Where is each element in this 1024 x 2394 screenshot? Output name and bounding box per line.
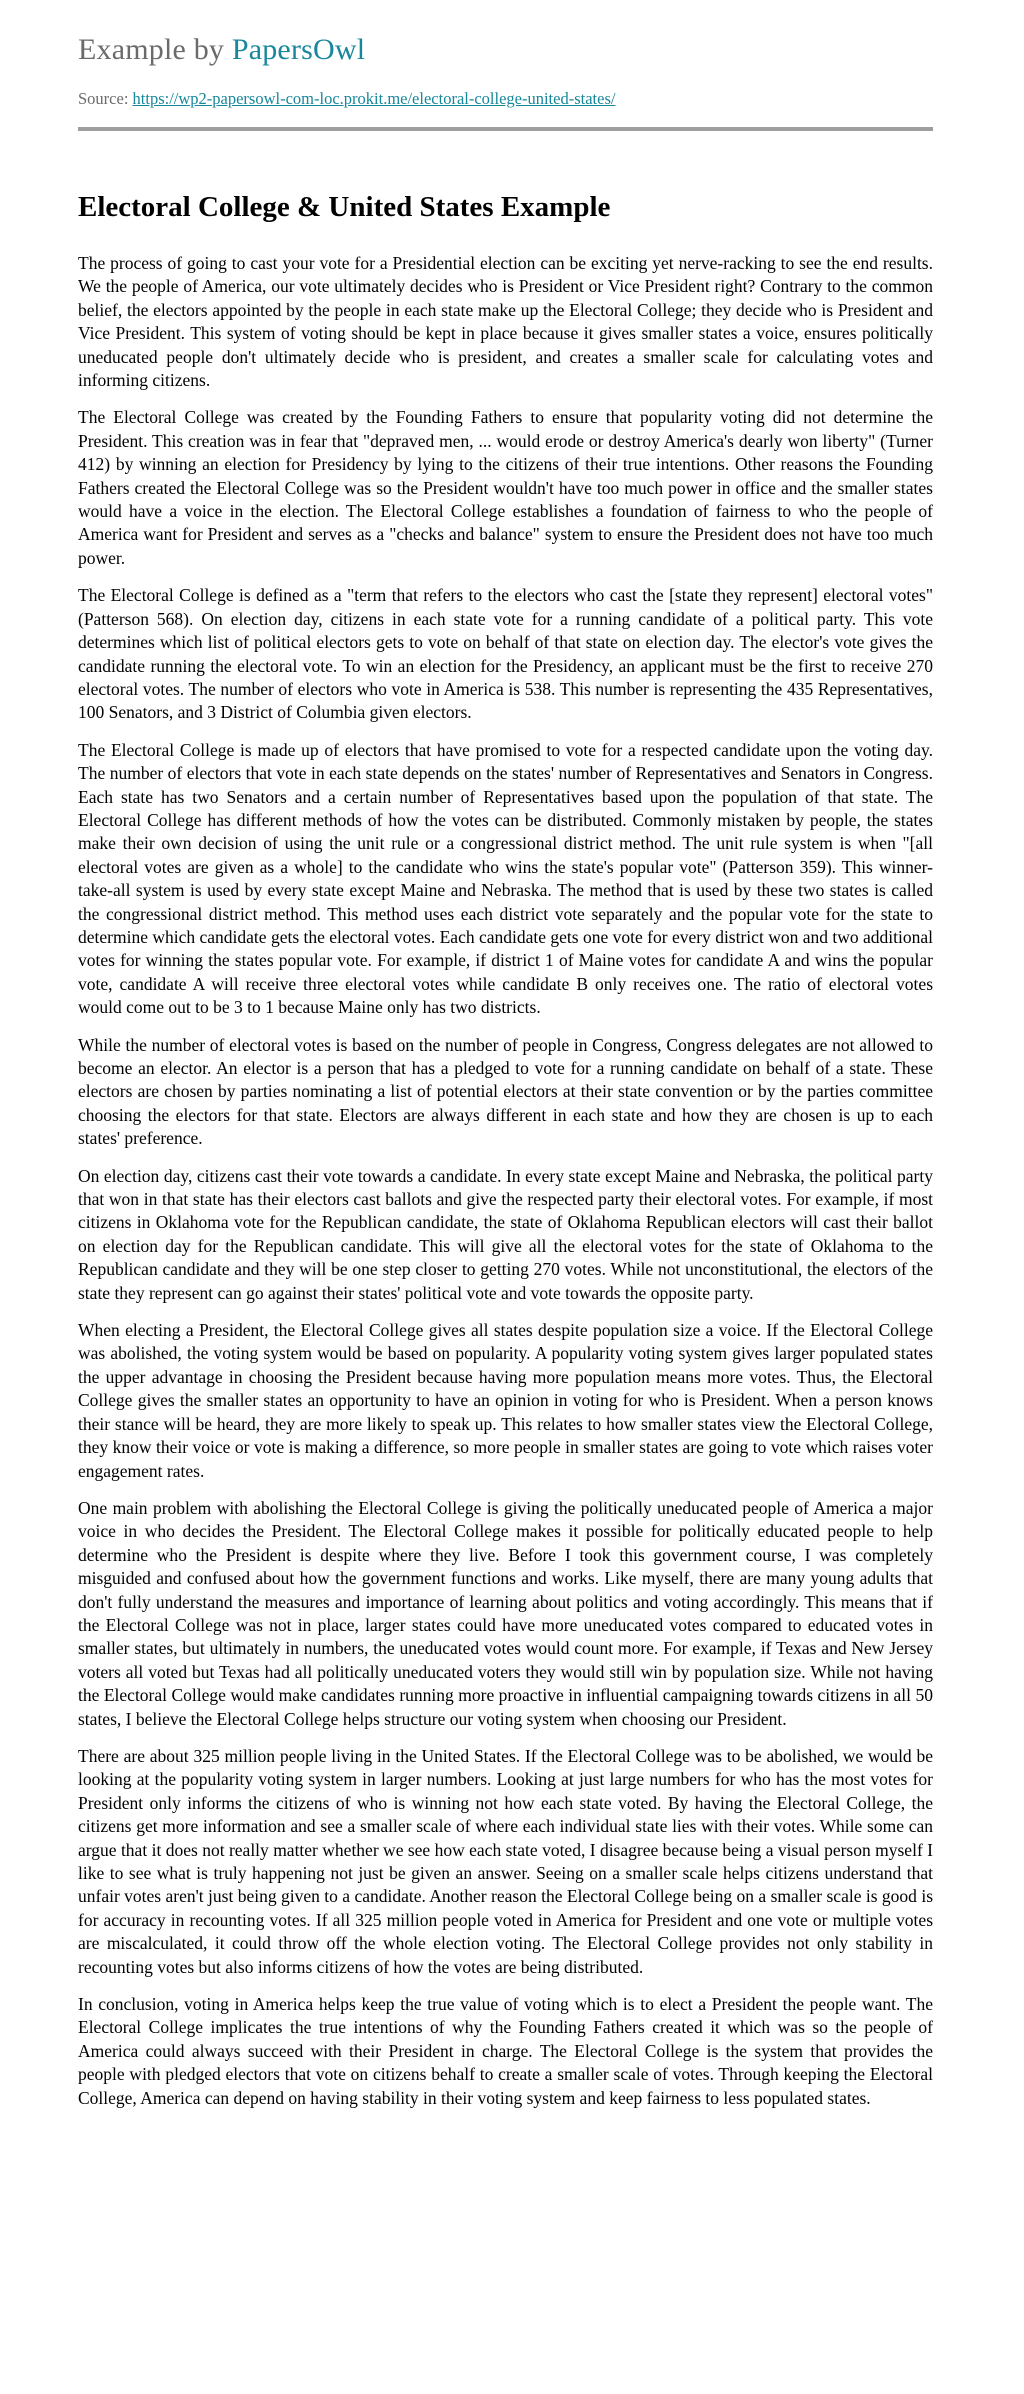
source-link[interactable]: https://wp2-papersowl-com-loc.prokit.me/electoral-college-united-states/ xyxy=(132,89,616,108)
essay-paragraph: There are about 325 million people living in the United States. If the Electoral College was to be abolished, we would be looking at the popularity voting system in larger numbers. Looking at just large numbers for who has the most votes for President only informs the citizens of who is winning not how each state voted. By having the Electoral College, the citizens get more information and see a smaller scale of where each individual state lies with their votes. While some can argue that it does not really matter whether we see how each state voted, I disagree because being a visual person myself I like to see what is truly happening not just be given an answer. Seeing on a smaller scale helps citizens understand that unfair votes aren't just being given to a candidate. Another reason the Electoral College being on a smaller scale is good is for accuracy in recounting votes. If all 325 million people voted in America for President and one vote or multiple votes are miscalculated, it could throw off the whole election voting. The Electoral College provides not only stability in recounting votes but also informs citizens of how the votes are being distributed. xyxy=(78,1745,933,1977)
essay xyxy=(78,189,933,2144)
page-title xyxy=(78,33,933,67)
essay-title: Electoral College & United States Example xyxy=(78,191,611,223)
essay-paragraph: While the number of electoral votes is based on the number of people in Congress, Congress delegates are not allowed to become an elector. An elector is a person that has a pledged to vote for a running candidate on behalf of a state. These electors are chosen by parties nominating a list of potential electors at their state convention or by the parties committee choosing the electors for that state. Electors are always different in each state and how they are chosen is up to each states' preference. xyxy=(78,1034,933,1149)
divider xyxy=(78,127,933,131)
essay-paragraph: The process of going to cast your vote for a Presidential election can be exciting yet nerve-racking to see the end results. We the people of America, our vote ultimately decides who is President or Vice President right? Contrary to the common belief, the electors appointed by the people in each state make up the Electoral College; they decide who is President and Vice President. This system of voting should be kept in place because it gives smaller states a voice, ensures politically uneducated people don't ultimately decide who is president, and creates a smaller scale for calculating votes and informing citizens. xyxy=(78,253,933,391)
essay-paragraph: When electing a President, the Electoral College gives all states despite population size a voice. If the Electoral College was abolished, the voting system would be based on popularity. A popularity voting system gives larger populated states the upper advantage in choosing the President because having more population means more votes. Thus, the Electoral College gives the smaller states an opportunity to have an opinion in voting for who is President. When a person knows their stance will be heard, they are more likely to speak up. This relates to how smaller states view the Electoral College, they know their voice or vote is making a difference, so more people in smaller states are going to vote which raises voter engagement rates. xyxy=(78,1320,933,1481)
essay-paragraph: In conclusion, voting in America helps keep the true value of voting which is to elect a President the people want. The Electoral College implicates the true intentions of why the Founding Fathers created it which was so the people of America could always succeed with their President in charge. The Electoral College is the system that provides the people with pledged electors that vote on citizens behalf to create a smaller scale of votes. Through keeping the Electoral College, America can depend on having stability in their voting system and keep fairness to less populated states. xyxy=(78,1994,933,2108)
source-label: Source: xyxy=(78,89,133,108)
essay-paragraph: The Electoral College is defined as a "term that refers to the electors who cast the [state they represent] electoral votes" (Patterson 568). On election day, citizens in each state vote for a running candidate of a political party. This vote determines which list of political electors gets to vote on behalf of that state on election day. The elector's vote gives the candidate running the electoral vote. To win an election for the Presidency, an applicant must be the first to receive 270 electoral votes. The number of electors who vote in America is 538. This number is representing the 435 Representatives, 100 Senators, and 3 District of Columbia given electors. xyxy=(78,585,933,723)
page-title-prefix: Example by xyxy=(78,33,232,66)
page-header xyxy=(78,33,933,131)
essay-paragraph: The Electoral College is made up of electors that have promised to vote for a respected candidate upon the voting day. The number of electors that vote in each state depends on the states' number of Representatives and Senators in Congress. Each state has two Senators and a certain number of Representatives based upon the population of that state. The Electoral College has different methods of how the votes can be distributed. Commonly mistaken by people, the states make their own decision of using the unit rule or a congressional district method. The unit rule system is when "[all electoral votes are given as a whole] to the candidate who wins the state's popular vote" (Patterson 359). This winner-take-all system is used by every state except Maine and Nebraska. The method that is used by these two states is called the congressional district method. This method uses each district vote separately and the popular vote for the state to determine which candidate gets the electoral votes. Each candidate gets one vote for every district won and two additional votes for winning the states popular vote. For example, if district 1 of Maine votes for candidate A and wins the popular vote, candidate A will receive three electoral votes while candidate B only receives one. The ratio of electoral votes would come out to be 3 to 1 because Maine only has two districts. xyxy=(78,739,933,1018)
source-line xyxy=(78,89,933,109)
essay-paragraph: On election day, citizens cast their vote towards a candidate. In every state except Maine and Nebraska, the political party that won in that state has their electors cast ballots and give the respected party their electoral votes. For example, if most citizens in Oklahoma vote for the Republican candidate, the state of Oklahoma Republican electors will cast their ballot on election day for the Republican candidate. This will give all the electoral votes for the state of Oklahoma to the Republican candidate and they will be one step closer to getting 270 votes. While not unconstitutional, the electors of the state they represent can go against their states' political vote and vote towards the opposite party. xyxy=(78,1165,933,1303)
essay-paragraph: One main problem with abolishing the Electoral College is giving the politically uneducated people of America a major voice in who decides the President. The Electoral College makes it possible for politically educated people to help determine who the President is despite where they live. Before I took this government course, I was completely misguided and confused about how the government functions and works. Like myself, there are many young adults that don't fully understand the measures and importance of learning about politics and voting accordingly. This means that if the Electoral College was not in place, larger states could have more uneducated votes compared to educated votes in smaller states, but ultimately in numbers, the uneducated votes would count more. For example, if Texas and New Jersey voters all voted but Texas had all politically uneducated voters they would still win by population size. While not having the Electoral College would make candidates running more proactive in influential campaigning towards citizens in all 50 states, I believe the Electoral College helps structure our voting system when choosing our President. xyxy=(78,1497,933,1729)
papersowl-link[interactable]: PapersOwl xyxy=(231,33,366,66)
essay-paragraph: The Electoral College was created by the Founding Fathers to ensure that popularity voting did not determine the President. This creation was in fear that "depraved men, ... would erode or destroy America's dearly won liberty" (Turner 412) by winning an election for Presidency by lying to the citizens of their true intentions. Other reasons the Founding Fathers created the Electoral College was so the President wouldn't have too much power in office and the smaller states would have a voice in the election. The Electoral College establishes a foundation of fairness to who the people of America want for President and serves as a "checks and balance" system to ensure the President does not have too much power. xyxy=(78,407,933,568)
